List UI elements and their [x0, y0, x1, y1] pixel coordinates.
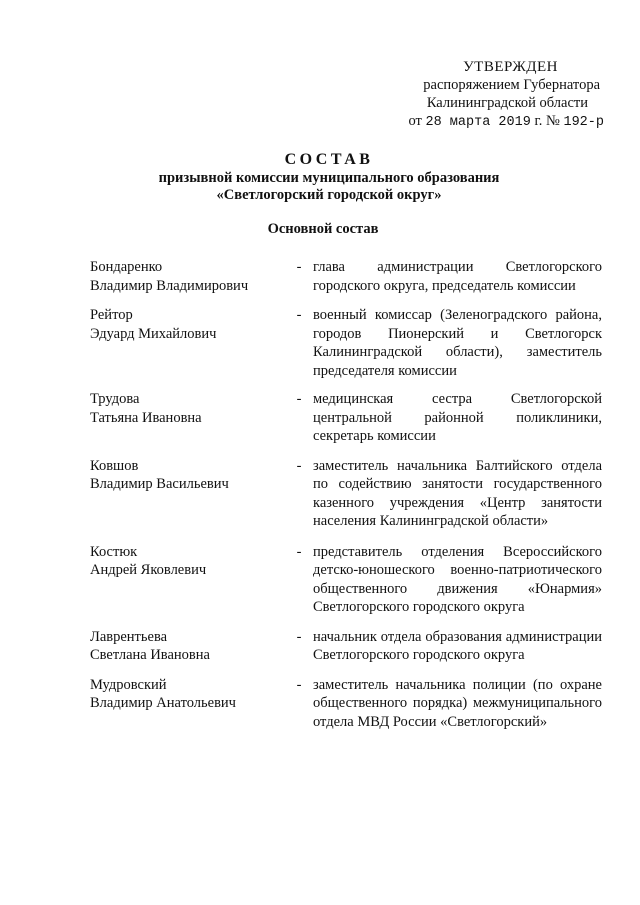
approval-title: УТВЕРЖДЕН — [463, 59, 558, 75]
member-given-names: Владимир Васильевич — [90, 476, 229, 492]
member-row — [90, 390, 602, 446]
document-subtitle-line-2: «Светлогорский городской округ» — [216, 187, 442, 203]
member-row — [90, 258, 602, 295]
member-name — [90, 390, 285, 427]
member-surname: Бондаренко — [90, 259, 163, 275]
member-name — [90, 457, 285, 494]
member-surname: Ковшов — [90, 457, 139, 474]
approval-number: 192-р — [563, 115, 604, 130]
member-name — [90, 258, 285, 295]
member-given-names: Владимир Владимирович — [90, 277, 249, 294]
member-role: глава администрации Светлогорского городского округа, председатель комиссии — [313, 259, 602, 294]
member-row — [90, 306, 602, 380]
member-dash: - — [296, 391, 302, 407]
member-role: заместитель начальника Балтийского отдела по содействию занятости государственного казенного учреждения «Центр занятости населения Калининградской области» — [313, 457, 602, 529]
approval-number-label: г. № — [534, 113, 560, 129]
member-given-names: Эдуард Михайлович — [90, 325, 217, 342]
document-title-block — [0, 150, 640, 204]
member-given-names: Владимир Анатольевич — [90, 695, 236, 711]
member-dash: - — [296, 259, 302, 275]
document-subtitle-line-1: призывной комиссии муниципального образования — [158, 170, 500, 186]
member-dash: - — [296, 628, 302, 645]
approval-date-line — [344, 112, 604, 132]
member-row — [90, 457, 602, 531]
document-title: СОСТАВ — [284, 151, 374, 168]
member-surname: Мудровский — [90, 676, 167, 693]
member-given-names: Андрей Яковлевич — [90, 562, 207, 578]
member-role: медицинская сестра Светлогорской центральной районной поликлиники, секретарь комиссии — [313, 391, 602, 444]
member-role: начальник отдела образования администрации Светлогорского городского округа — [313, 628, 602, 663]
approval-date: 28 марта 2019 — [425, 115, 531, 130]
approval-authority: распоряжением Губернатора — [423, 77, 600, 93]
member-role: военный комиссар (Зеленоградского района, городов Пионерский и Светлогорск Калининградской области), заместитель председателя комиссии — [313, 307, 602, 379]
member-surname: Рейтор — [90, 307, 133, 323]
member-surname: Костюк — [90, 543, 138, 560]
member-role: представитель отделения Всероссийского детско-юношеского военно-патриотического общественного движения «Юнармия» Светлогорского городского округа — [313, 543, 602, 615]
member-surname: Лаврентьева — [90, 628, 168, 645]
member-row — [90, 628, 602, 665]
member-surname: Трудова — [90, 391, 140, 407]
member-name — [90, 306, 285, 343]
member-name — [90, 628, 285, 665]
approval-region: Калининградской области — [426, 95, 588, 111]
member-name — [90, 543, 285, 580]
approval-date-prefix: от — [408, 113, 422, 129]
member-given-names: Светлана Ивановна — [90, 647, 210, 663]
member-dash: - — [296, 307, 302, 323]
member-name — [90, 676, 285, 713]
member-given-names: Татьяна Ивановна — [90, 409, 202, 426]
member-dash: - — [296, 457, 302, 474]
member-dash: - — [296, 676, 302, 693]
section-heading: Основной состав — [267, 221, 379, 237]
member-row — [90, 676, 602, 732]
approval-block — [344, 58, 604, 132]
member-dash: - — [296, 543, 302, 560]
member-row — [90, 543, 602, 617]
member-role: заместитель начальника полиции (по охране общественного порядка) межмуниципального отдела МВД России «Светлогорский» — [313, 676, 602, 730]
members-list — [90, 258, 602, 731]
